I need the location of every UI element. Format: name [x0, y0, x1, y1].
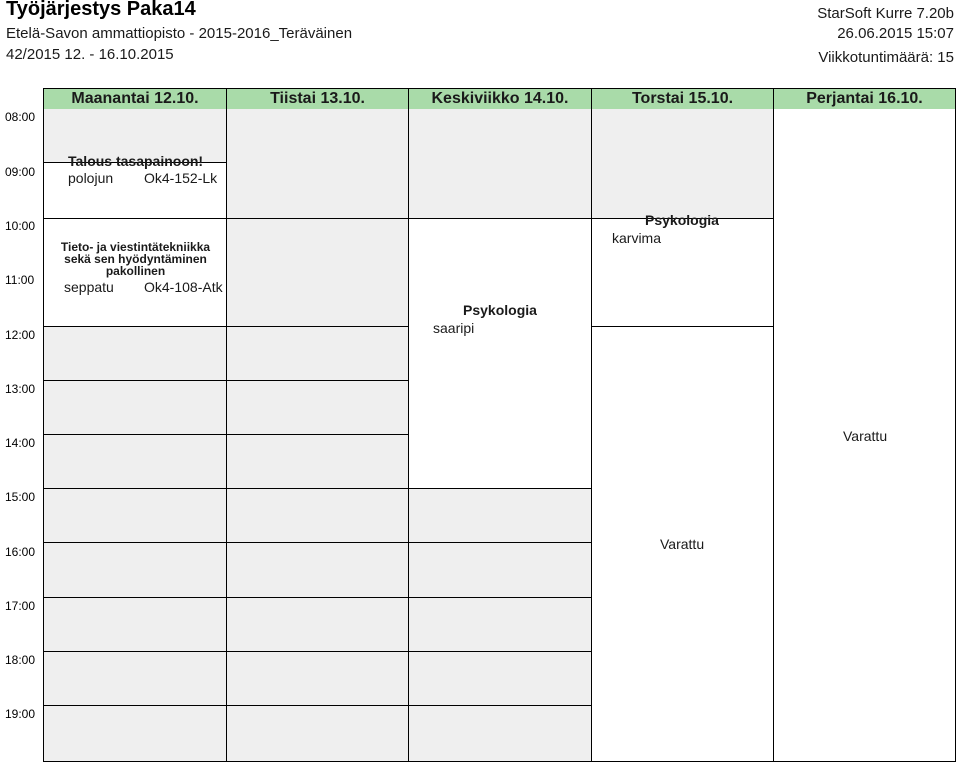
empty-slot — [227, 543, 409, 598]
page-title: Työjärjestys Paka14 — [6, 0, 196, 20]
time-label: 13:00 — [5, 382, 36, 396]
empty-slot — [409, 652, 592, 706]
time-label: 12:00 — [5, 328, 36, 342]
empty-slot — [227, 219, 409, 327]
print-timestamp: 26.06.2015 15:07 — [837, 25, 954, 42]
software-version: StarSoft Kurre 7.20b — [817, 5, 954, 22]
reserved-label: Varattu — [843, 428, 888, 444]
empty-slot — [44, 381, 227, 435]
empty-slot — [44, 489, 227, 543]
empty-slot — [227, 652, 409, 706]
lesson-teacher: polojun — [68, 170, 114, 186]
day-header-friday: Perjantai 16.10. — [774, 89, 955, 109]
lesson-teacher: saaripi — [433, 320, 475, 336]
empty-slot — [409, 598, 592, 652]
lesson-title: pakollinen — [105, 264, 166, 278]
empty-slot — [227, 327, 409, 381]
empty-slot — [409, 489, 592, 543]
lesson-teacher: seppatu — [64, 279, 114, 295]
empty-slot — [227, 489, 409, 543]
time-label: 11:00 — [5, 273, 35, 287]
lesson-title: Psykologia — [463, 302, 537, 318]
empty-slot — [227, 598, 409, 652]
empty-slot — [592, 109, 774, 219]
empty-slot — [44, 327, 227, 381]
timetable-grid — [43, 88, 956, 762]
lesson-block[interactable] — [409, 219, 592, 489]
school-period: Etelä-Savon ammattiopisto - 2015-2016_Teräväinen — [6, 25, 353, 42]
empty-slot — [227, 706, 409, 761]
lesson-room: Ok4-108-Atk — [144, 279, 223, 295]
time-label: 08:00 — [5, 110, 36, 124]
lesson-room: Ok4-152-Lk — [144, 170, 218, 186]
time-label: 10:00 — [5, 219, 36, 233]
day-header-thursday: Torstai 15.10. — [592, 89, 774, 109]
reserved-label: Varattu — [660, 536, 705, 552]
lesson-teacher: karvima — [612, 230, 662, 246]
time-label: 14:00 — [5, 436, 36, 450]
empty-slot — [44, 706, 227, 761]
day-header-monday: Maanantai 12.10. — [44, 89, 227, 109]
lesson-title: Talous tasapainoon! — [68, 153, 204, 169]
empty-slot — [44, 598, 227, 652]
empty-slot — [227, 109, 409, 219]
empty-slot — [409, 543, 592, 598]
time-label: 17:00 — [5, 599, 36, 613]
empty-slot — [44, 652, 227, 706]
empty-slot — [44, 435, 227, 489]
empty-slot — [409, 109, 592, 219]
time-label: 09:00 — [5, 165, 36, 179]
time-label: 16:00 — [5, 545, 36, 559]
day-header-wednesday: Keskiviikko 14.10. — [409, 89, 592, 109]
weekly-hours: Viikkotuntimäärä: 15 — [818, 49, 954, 66]
time-label: 19:00 — [5, 707, 36, 721]
lesson-title: Tieto- ja viestintätekniikka — [60, 240, 211, 254]
empty-slot — [227, 435, 409, 489]
time-label: 15:00 — [5, 490, 36, 504]
time-label: 18:00 — [5, 653, 36, 667]
lesson-title: Psykologia — [645, 212, 719, 228]
empty-slot — [44, 543, 227, 598]
empty-slot — [227, 381, 409, 435]
week-range: 42/2015 12. - 16.10.2015 — [6, 46, 174, 63]
lesson-title: sekä sen hyödyntäminen — [64, 252, 207, 266]
day-header-tuesday: Tiistai 13.10. — [227, 89, 409, 109]
empty-slot — [409, 706, 592, 761]
